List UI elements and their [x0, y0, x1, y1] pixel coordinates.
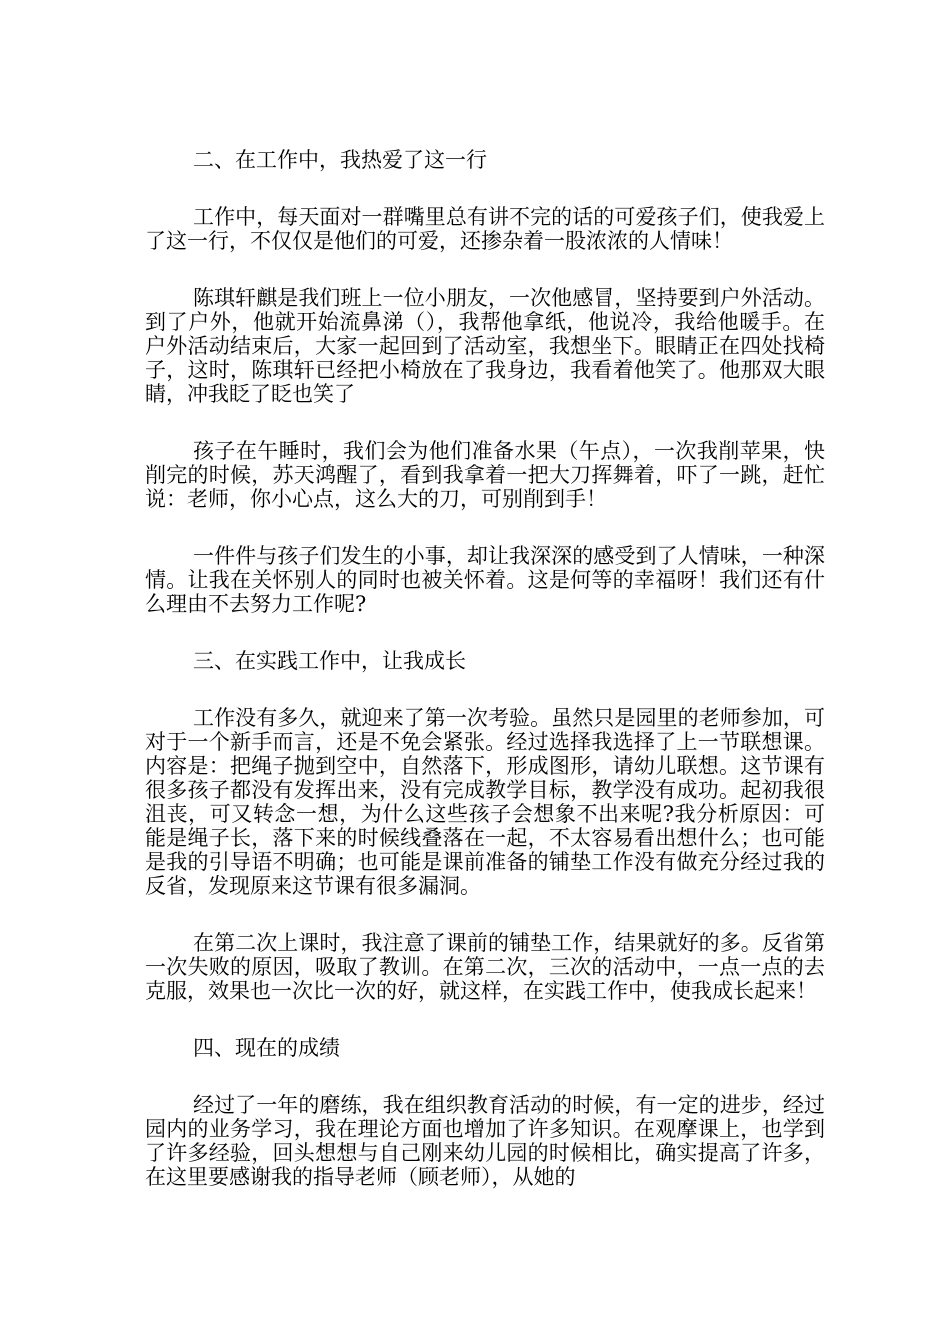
paragraph: 孩子在午睡时，我们会为他们准备水果（午点），一次我削苹果，快削完的时候，苏天鸿醒了，看到我拿着一把大刀挥舞着，吓了一跳，赶忙说：老师，你小心点，这么大的刀，可别削到手！	[145, 439, 825, 511]
section-heading: 二、在工作中，我热爱了这一行	[193, 148, 487, 172]
paragraph: 一件件与孩子们发生的小事，却让我深深的感受到了人情味，一种深情。让我在关怀别人的同时也被关怀着。这是何等的幸福呀！我们还有什么理由不去努力工作呢?	[145, 544, 825, 616]
paragraph: 工作中，每天面对一群嘴里总有讲不完的话的可爱孩子们，使我爱上了这一行，不仅仅是他们的可爱，还掺杂着一股浓浓的人情味！	[145, 205, 825, 253]
paragraph: 在第二次上课时，我注意了课前的铺垫工作，结果就好的多。反省第一次失败的原因，吸取了教训。在第二次，三次的活动中，一点一点的去克服，效果也一次比一次的好，就这样，在实践工作中，使我成长起来！	[145, 931, 825, 1003]
paragraph: 经过了一年的磨练，我在组织教育活动的时候，有一定的进步，经过园内的业务学习，我在理论方面也增加了许多知识。在观摩课上，也学到了许多经验，回头想想与自己刚来幼儿园的时候相比，确实提高了许多，在这里要感谢我的指导老师（顾老师），从她的	[145, 1093, 825, 1189]
document-body	[145, 148, 825, 1189]
paragraph: 陈琪轩麒是我们班上一位小朋友，一次他感冒，坚持要到户外活动。到了户外，他就开始流鼻涕（），我帮他拿纸，他说冷，我给他暖手。在户外活动结束后，大家一起回到了活动室，我想坐下。眼睛正在四处找椅子，这时，陈琪轩已经把小椅放在了我身边，我看着他笑了。他那双大眼睛，冲我眨了眨也笑了	[145, 286, 825, 406]
section-heading: 三、在实践工作中，让我成长	[193, 649, 466, 673]
paragraph: 工作没有多久，就迎来了第一次考验。虽然只是园里的老师参加，可对于一个新手而言，还是不免会紧张。经过选择我选择了上一节联想课。内容是：把绳子抛到空中，自然落下，形成图形，请幼儿联想。这节课有很多孩子都没有发挥出来，没有完成教学目标，教学没有成功。起初我很沮丧，可又转念一想，为什么这些孩子会想象不出来呢?我分析原因：可能是绳子长，落下来的时候线叠落在一起，不太容易看出想什么；也可能是我的引导语不明确；也可能是课前准备的铺垫工作没有做充分经过我的反省，发现原来这节课有很多漏洞。	[145, 706, 825, 898]
section-heading: 四、现在的成绩	[193, 1036, 340, 1060]
